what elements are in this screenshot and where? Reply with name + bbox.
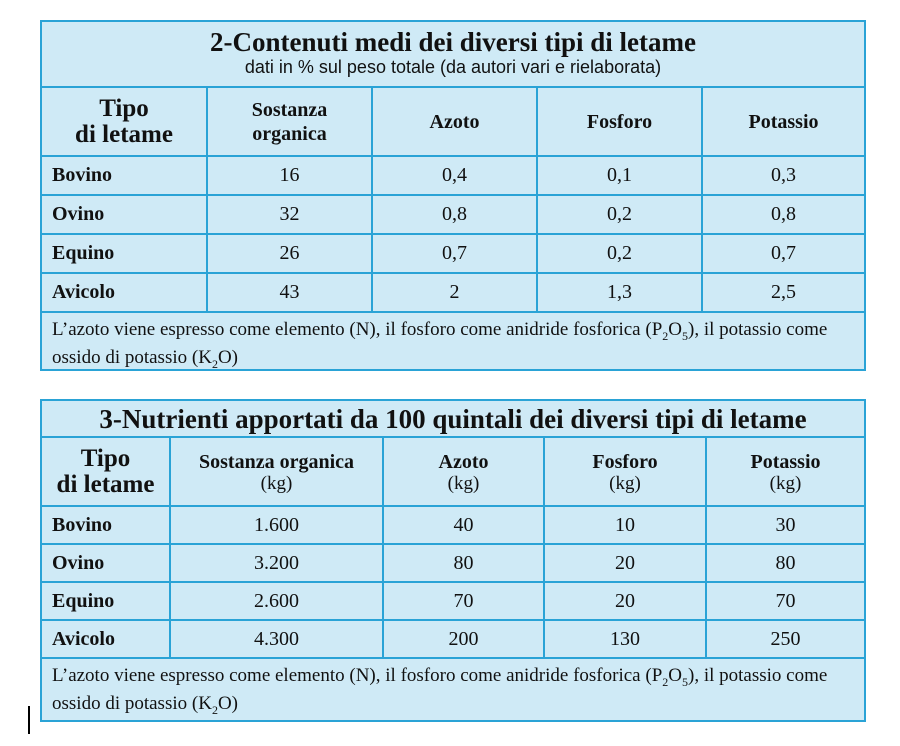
- cell-sostanza: 43: [207, 273, 372, 312]
- row-name: Ovino: [42, 544, 170, 582]
- nutrients-table: [40, 399, 866, 722]
- cell-sostanza: 16: [207, 156, 372, 195]
- cell-potassio: 0,3: [702, 156, 864, 195]
- table-row: [42, 156, 864, 195]
- note-subscript: 2: [211, 356, 218, 371]
- header-sostanza: [207, 88, 372, 156]
- row-name: Bovino: [42, 506, 170, 544]
- data-grid: [42, 438, 864, 659]
- row-name: Equino: [42, 582, 170, 620]
- table-title: 3-Nutrienti apportati da 100 quintali dei diversi tipi di letame: [99, 404, 807, 434]
- row-name: Equino: [42, 234, 207, 273]
- cell-fosforo: 130: [544, 620, 706, 658]
- header-unit: (kg): [447, 472, 480, 494]
- header-tipo-line2: di letame: [56, 470, 155, 498]
- cell-fosforo: 20: [544, 544, 706, 582]
- header-potassio-label: Potassio: [750, 450, 821, 473]
- cell-potassio: 2,5: [702, 273, 864, 312]
- header-unit: (kg): [769, 472, 802, 494]
- cell-fosforo: 1,3: [537, 273, 702, 312]
- cell-potassio: 0,7: [702, 234, 864, 273]
- header-sostanza-line2: organica: [252, 122, 327, 145]
- cell-sostanza: 26: [207, 234, 372, 273]
- cell-fosforo: 20: [544, 582, 706, 620]
- header-tipo: [42, 88, 207, 156]
- table-row: [42, 195, 864, 234]
- note-text: ), il potassio come ossido di potassio (K: [52, 319, 828, 368]
- note-text: O: [668, 319, 682, 340]
- cell-fosforo: 0,1: [537, 156, 702, 195]
- cell-fosforo: 10: [544, 506, 706, 544]
- cell-potassio: 0,8: [702, 195, 864, 234]
- table-subtitle: dati in % sul peso totale (da autori vari e rielaborata): [244, 57, 662, 77]
- cell-azoto: 0,4: [372, 156, 537, 195]
- table-title-block: [42, 401, 864, 438]
- text-cursor: [28, 706, 30, 734]
- note-text: O): [217, 692, 238, 714]
- cell-sostanza: 3.200: [170, 544, 383, 582]
- table-row: [42, 620, 864, 658]
- note-subscript: 2: [662, 674, 669, 689]
- note-subscript: 2: [662, 328, 669, 343]
- header-fosforo: [544, 438, 706, 506]
- header-tipo: [42, 438, 170, 506]
- cell-sostanza: 32: [207, 195, 372, 234]
- header-azoto: Azoto: [372, 88, 537, 156]
- manure-content-table: [40, 20, 866, 371]
- header-unit: (kg): [260, 472, 293, 494]
- table-row: [42, 506, 864, 544]
- header-row: [42, 438, 864, 506]
- header-fosforo: Fosforo: [537, 88, 702, 156]
- note-subscript: 5: [682, 674, 688, 689]
- cell-azoto: 200: [383, 620, 544, 658]
- note-text: O): [217, 346, 238, 368]
- table-title: 2-Contenuti medi dei diversi tipi di letame: [210, 27, 696, 57]
- header-unit: (kg): [609, 472, 641, 494]
- header-sostanza-line1: Sostanza: [251, 98, 328, 121]
- cell-azoto: 80: [383, 544, 544, 582]
- note-text: L’azoto viene espresso come elemento (N), il fosforo come anidride fosforica (P: [52, 665, 663, 686]
- header-tipo-line1: Tipo: [99, 94, 149, 122]
- table-note: [42, 313, 864, 375]
- table-title-block: [42, 22, 864, 88]
- cell-fosforo: 0,2: [537, 234, 702, 273]
- row-name: Ovino: [42, 195, 207, 234]
- header-potassio: [706, 438, 864, 506]
- cell-azoto: 40: [383, 506, 544, 544]
- header-potassio: Potassio: [702, 88, 864, 156]
- cell-sostanza: 1.600: [170, 506, 383, 544]
- row-name: Avicolo: [42, 273, 207, 312]
- cell-potassio: 30: [706, 506, 864, 544]
- table-row: [42, 544, 864, 582]
- note-subscript: 5: [682, 328, 688, 343]
- cell-potassio: 70: [706, 582, 864, 620]
- header-fosforo-label: Fosforo: [592, 450, 658, 473]
- note-text: ), il potassio come ossido di potassio (K: [52, 665, 828, 714]
- cell-azoto: 0,8: [372, 195, 537, 234]
- header-row: [42, 88, 864, 156]
- table-row: [42, 234, 864, 273]
- cell-sostanza: 4.300: [170, 620, 383, 658]
- row-name: Bovino: [42, 156, 207, 195]
- table-row: [42, 273, 864, 312]
- note-text: L’azoto viene espresso come elemento (N), il fosforo come anidride fosforica (P: [52, 319, 663, 340]
- header-azoto: [383, 438, 544, 506]
- header-tipo-line1: Tipo: [80, 444, 131, 472]
- header-tipo-line2: di letame: [75, 120, 173, 148]
- row-name: Avicolo: [42, 620, 170, 658]
- cell-sostanza: 2.600: [170, 582, 383, 620]
- note-text: O: [668, 665, 682, 686]
- header-sostanza-label: Sostanza organica: [199, 450, 354, 473]
- cell-azoto: 0,7: [372, 234, 537, 273]
- header-sostanza: [170, 438, 383, 506]
- table-row: [42, 582, 864, 620]
- cell-potassio: 250: [706, 620, 864, 658]
- cell-azoto: 70: [383, 582, 544, 620]
- data-grid: [42, 88, 864, 313]
- cell-azoto: 2: [372, 273, 537, 312]
- cell-potassio: 80: [706, 544, 864, 582]
- table-note: [42, 659, 864, 721]
- cell-fosforo: 0,2: [537, 195, 702, 234]
- header-azoto-label: Azoto: [438, 450, 489, 473]
- note-subscript: 2: [211, 702, 218, 717]
